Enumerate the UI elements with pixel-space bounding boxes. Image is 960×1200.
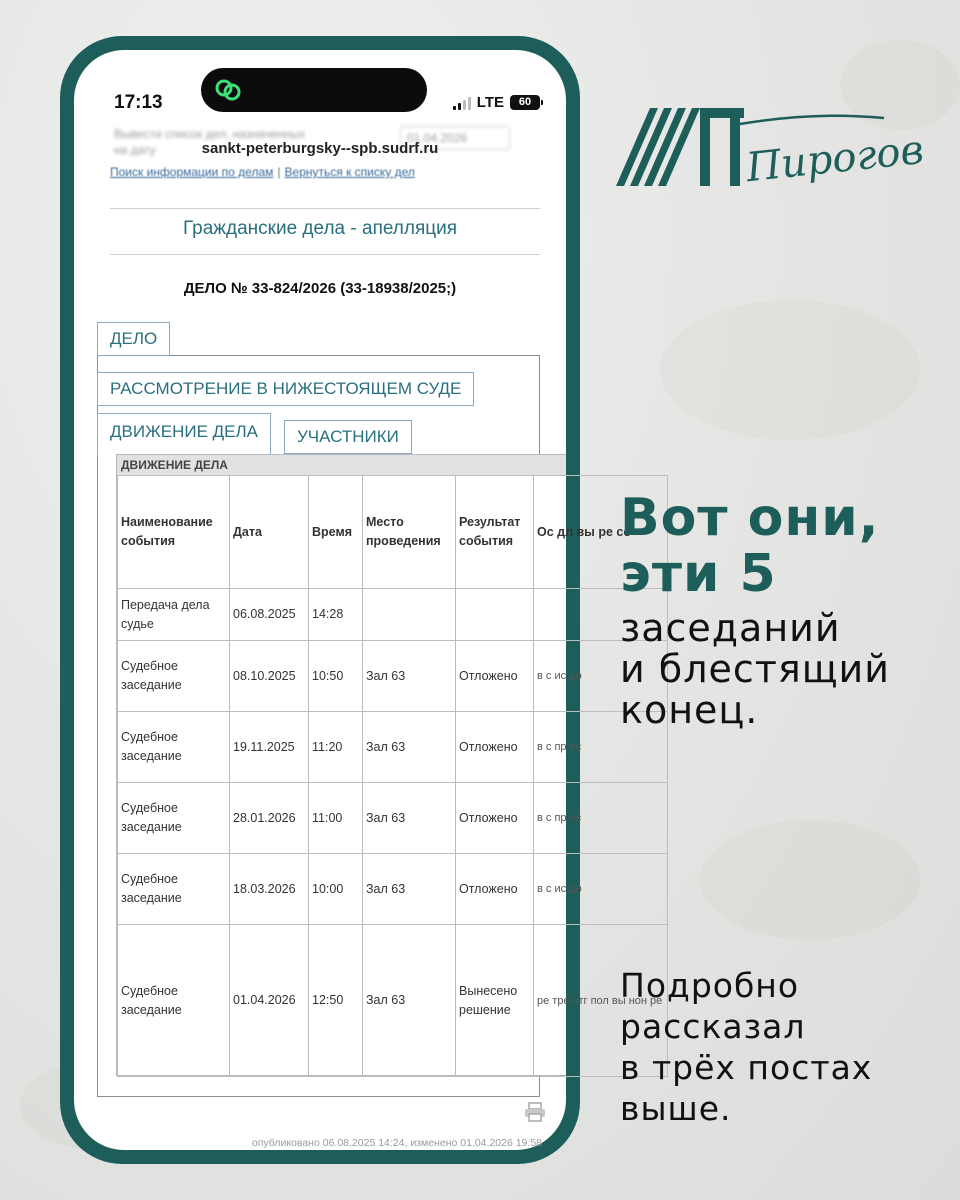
col-header-place: Место проведения (363, 476, 456, 589)
cell-basis: в с пр ос (534, 712, 668, 783)
search-cases-link[interactable]: Поиск информации по делам (110, 165, 274, 179)
cell-event: Передача дела судье (118, 589, 230, 641)
cell-event: Судебное заседание (118, 712, 230, 783)
cell-result (456, 589, 534, 641)
divider (110, 254, 540, 255)
cell-time: 11:00 (309, 783, 363, 854)
cell-basis: ре тре отг пол вы нон ре (534, 925, 668, 1077)
phone-mockup (60, 36, 663, 1164)
table-row (118, 712, 668, 783)
table-title: ДВИЖЕНИЕ ДЕЛА (117, 455, 566, 475)
movement-table (116, 454, 663, 1076)
back-to-list-link[interactable]: Вернуться к списку дел (284, 165, 415, 179)
headline-line: Вот они, (620, 488, 880, 548)
col-header-date: Дата (230, 476, 309, 589)
cell-date: 06.08.2025 (230, 589, 309, 641)
col-header-event: Наименование события (118, 476, 230, 589)
cell-result: Отложено (456, 783, 534, 854)
table-row (118, 783, 668, 854)
battery-icon: 60 (510, 95, 540, 110)
subheadline (620, 608, 890, 731)
status-time: 17:13 (114, 92, 163, 113)
cell-basis: в с ис до (534, 854, 668, 925)
col-header-basis: Ос дл вы ре со (534, 476, 668, 589)
cell-result: Вынесено решение (456, 925, 534, 1077)
table-row (118, 641, 668, 712)
cell-time: 10:50 (309, 641, 363, 712)
cell-basis: в с пр ос (534, 783, 668, 854)
note-line: рассказал (620, 1007, 806, 1046)
tab-movement[interactable]: ДВИЖЕНИЕ ДЕЛА (97, 413, 271, 455)
table-header-row (118, 476, 668, 589)
cell-basis: в с ис до (534, 641, 668, 712)
tab-lower-court[interactable]: РАССМОТРЕНИЕ В НИЖЕСТОЯЩЕМ СУДЕ (97, 372, 474, 406)
cell-result: Отложено (456, 641, 534, 712)
subheadline-line: заседаний (620, 606, 841, 650)
subheadline-line: и блестящий (620, 647, 890, 691)
cell-date: 18.03.2026 (230, 854, 309, 925)
date-filter-label: Вывести список дел, назначенных на дату (114, 127, 306, 157)
cell-date: 19.11.2025 (230, 712, 309, 783)
address-bar-url[interactable]: sankt-peterburgsky--spb.sudrf.ru (201, 140, 439, 157)
cell-place: Зал 63 (363, 925, 456, 1077)
cell-result: Отложено (456, 712, 534, 783)
dynamic-island (201, 68, 427, 112)
cell-time: 14:28 (309, 589, 363, 641)
cell-place: Зал 63 (363, 783, 456, 854)
table-row (118, 854, 668, 925)
cell-event: Судебное заседание (118, 854, 230, 925)
signal-icon (453, 96, 471, 110)
divider (110, 208, 540, 209)
tab-participants[interactable]: УЧАСТНИКИ (284, 420, 412, 454)
nav-links: Поиск информации по делам | Вернуться к списку дел (110, 165, 415, 179)
col-header-time: Время (309, 476, 363, 589)
link-app-icon (213, 77, 243, 103)
cell-place: Зал 63 (363, 712, 456, 783)
section-title: Гражданские дела - апелляция (182, 218, 458, 239)
cell-date: 08.10.2025 (230, 641, 309, 712)
tab-case[interactable]: ДЕЛО (97, 322, 170, 356)
logo-text: Пирогов (744, 126, 926, 192)
headline-line: эти 5 (620, 544, 777, 604)
subheadline-line: конец. (620, 688, 759, 732)
brand-logo (612, 100, 926, 220)
cell-place: Зал 63 (363, 854, 456, 925)
cell-event: Судебное заседание (118, 925, 230, 1077)
cell-time: 11:20 (309, 712, 363, 783)
headline (620, 490, 879, 602)
published-info: опубликовано 06.08.2025 14:24, изменено 01.04.2026 19:58 (251, 1137, 542, 1149)
cell-event: Судебное заседание (118, 641, 230, 712)
table-row (118, 925, 668, 1077)
note-line: в трёх постах (620, 1048, 873, 1087)
status-indicators (453, 94, 540, 111)
col-header-result: Результат события (456, 476, 534, 589)
table-row (118, 589, 668, 641)
note-text (620, 965, 872, 1129)
note-line: выше. (620, 1089, 732, 1128)
cell-time: 12:50 (309, 925, 363, 1077)
cell-place: Зал 63 (363, 641, 456, 712)
network-label: LTE (476, 94, 504, 111)
cell-result: Отложено (456, 854, 534, 925)
print-icon[interactable] (524, 1102, 546, 1122)
cell-place (363, 589, 456, 641)
cell-event: Судебное заседание (118, 783, 230, 854)
phone-screen (74, 50, 663, 1150)
cell-date: 01.04.2026 (230, 925, 309, 1077)
note-line: Подробно (620, 966, 800, 1005)
cell-date: 28.01.2026 (230, 783, 309, 854)
cell-time: 10:00 (309, 854, 363, 925)
date-filter-value: 01.04.2026 (407, 131, 468, 145)
case-number: ДЕЛО № 33-824/2026 (33-18938/2025;) (183, 280, 457, 297)
